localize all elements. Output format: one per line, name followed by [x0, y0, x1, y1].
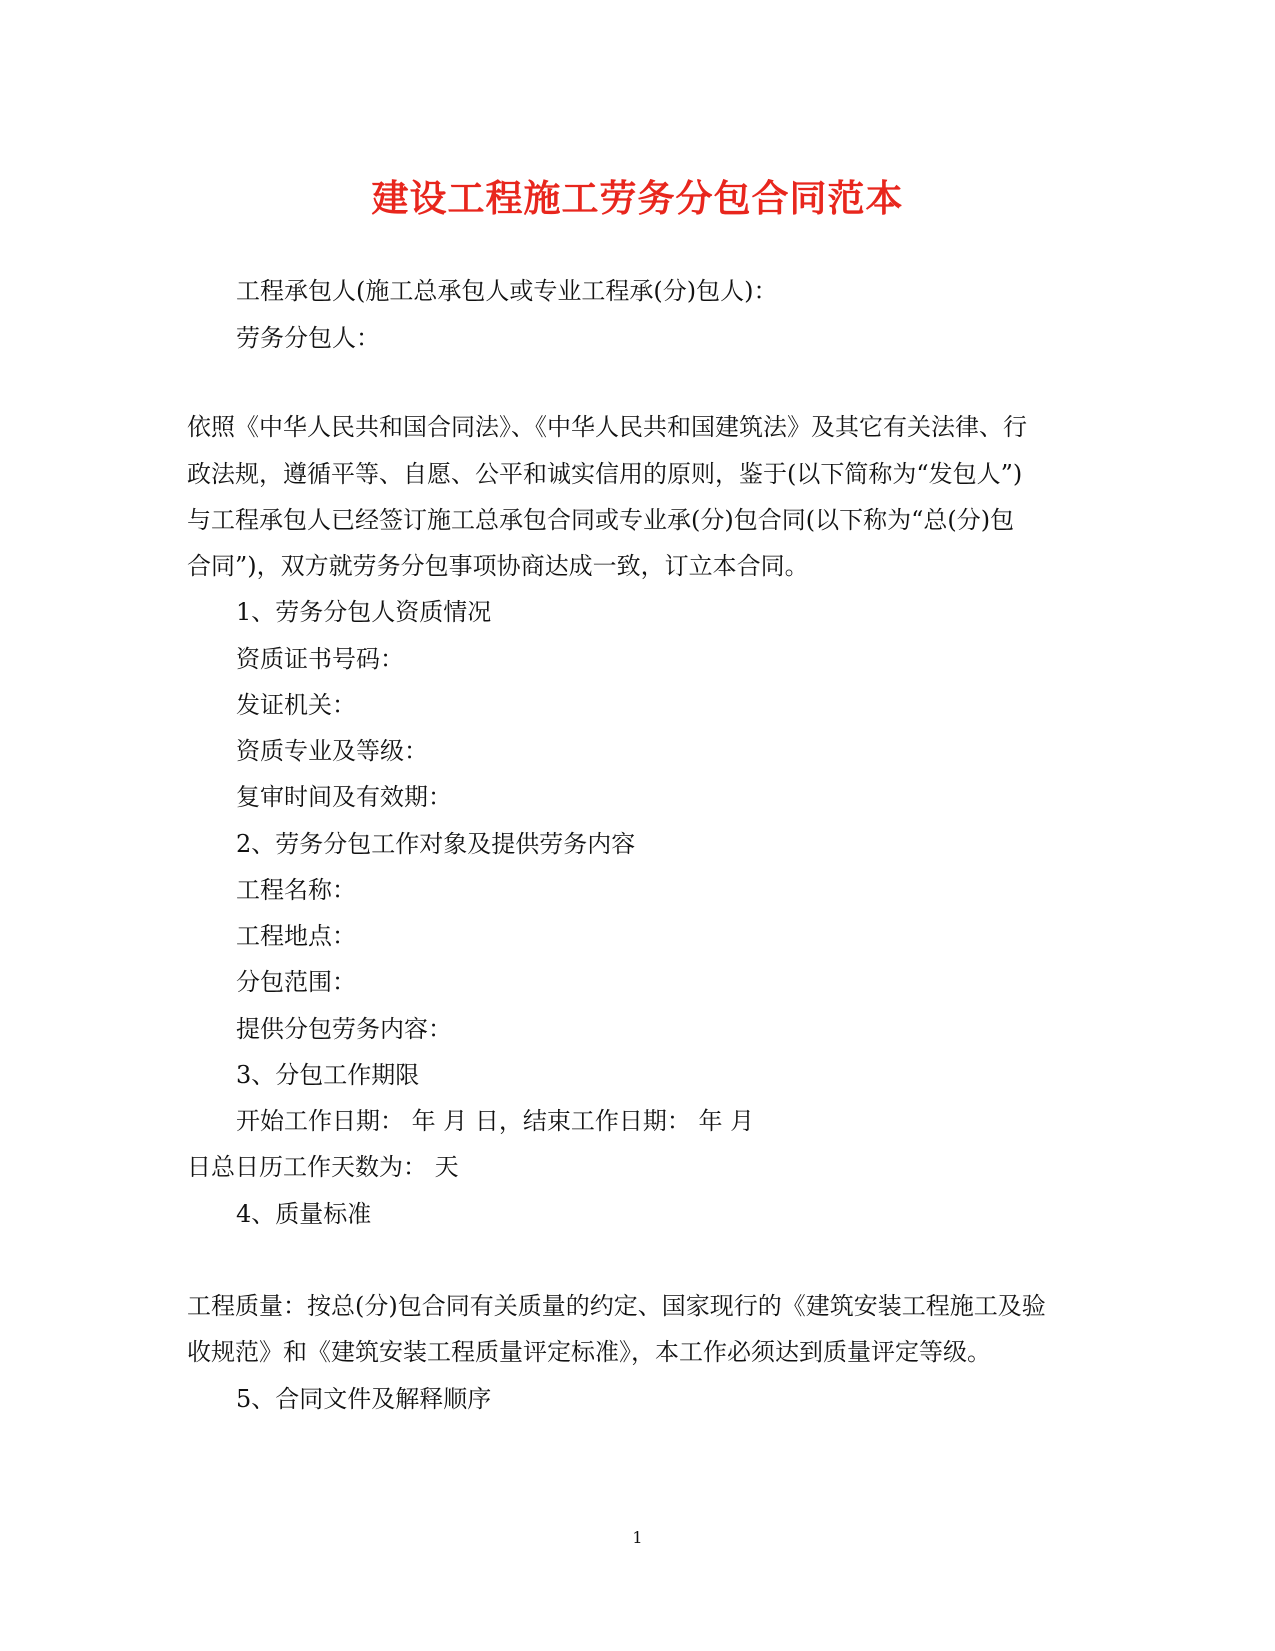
- subcontract-scope-field: 分包范围：: [236, 968, 356, 996]
- quality-line-2: 收规范》和《建筑安装工程质量评定标准》，本工作必须达到质量评定等级。: [187, 1338, 991, 1366]
- page-number: 1: [632, 1528, 643, 1547]
- calendar-days-line: 日总日历工作天数为： 天: [187, 1153, 459, 1181]
- issuing-authority-field: 发证机关：: [236, 691, 356, 719]
- preamble-line-3: 与工程承包人已经签订施工总承包合同或专业承(分)包合同(以下称为“总(分)包: [187, 506, 1015, 534]
- section-3-heading: 3、分包工作期限: [236, 1061, 420, 1089]
- project-name-field: 工程名称：: [236, 876, 356, 904]
- project-location-field: 工程地点：: [236, 922, 356, 950]
- section-1-heading: 1、劳务分包人资质情况: [236, 598, 492, 626]
- quality-line-1: 工程质量：按总(分)包合同有关质量的约定、国家现行的《建筑安装工程施工及验: [187, 1292, 1046, 1320]
- labor-subcontractor-line: 劳务分包人：: [236, 324, 380, 352]
- labor-content-field: 提供分包劳务内容：: [236, 1015, 452, 1043]
- certificate-number-field: 资质证书号码：: [236, 645, 404, 673]
- preamble-line-4: 合同”)，双方就劳务分包事项协商达成一致，订立本合同。: [187, 552, 809, 580]
- preamble-line-1: 依照《中华人民共和国合同法》、《中华人民共和国建筑法》及其它有关法律、行: [187, 413, 1027, 441]
- section-4-heading: 4、质量标准: [236, 1200, 372, 1228]
- qualification-grade-field: 资质专业及等级：: [236, 737, 428, 765]
- contractor-line: 工程承包人(施工总承包人或专业工程承(分)包人)：: [236, 277, 778, 305]
- work-dates-line: 开始工作日期： 年 月 日，结束工作日期： 年 月: [236, 1107, 755, 1135]
- document-title: 建设工程施工劳务分包合同范本: [371, 176, 904, 220]
- section-2-heading: 2、劳务分包工作对象及提供劳务内容: [236, 830, 636, 858]
- preamble-line-2: 政法规，遵循平等、自愿、公平和诚实信用的原则，鉴于(以下简称为“发包人”): [187, 460, 1023, 488]
- review-validity-field: 复审时间及有效期：: [236, 783, 452, 811]
- section-5-heading: 5、合同文件及解释顺序: [236, 1385, 492, 1413]
